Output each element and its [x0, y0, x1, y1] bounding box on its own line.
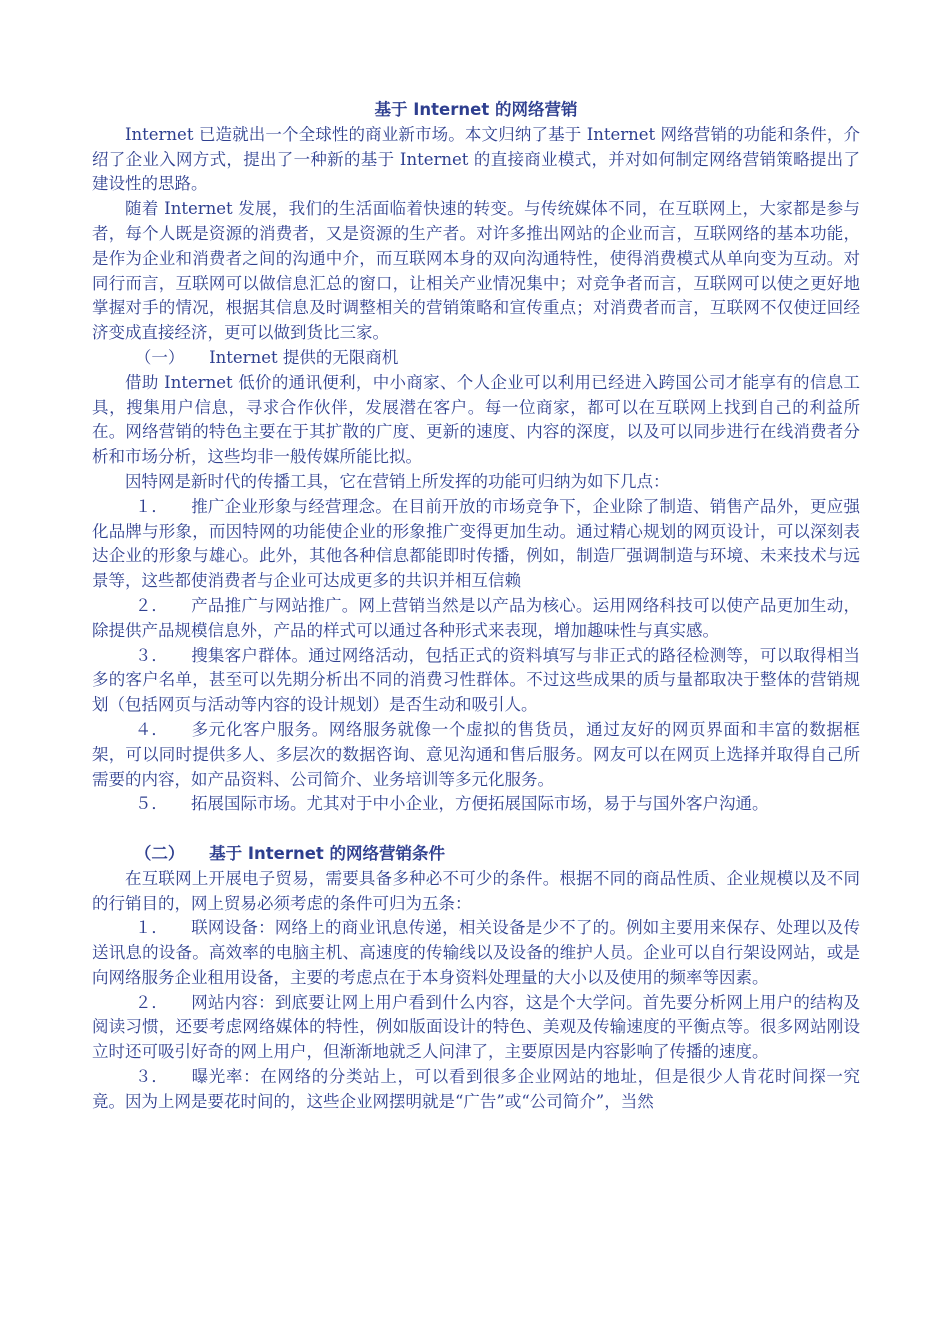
section-1-paragraph-2: 因特网是新时代的传播工具，它在营销上所发挥的功能可归纳为如下几点：	[125, 471, 670, 491]
list-item-text: 推广企业形象与经营理念。在目前开放的市场竞争下，企业除了制造、销售产品外，更应强化品牌与形象，而因特网的功能使企业的形象推广变得更加生动。通过精心规划的网页设计，可以深刻表达企业的形象与雄心。此外，其他各种信息都能即时传播，例如，制造厂强调制造与环境、未来技术与远景等，这些都使消费者与企业可达成更多的共识并相互信赖	[92, 496, 860, 591]
list-item	[92, 792, 860, 817]
list-item	[92, 916, 860, 990]
document-title: 基于 Internet 的网络营销	[374, 100, 578, 119]
list-item	[92, 594, 860, 644]
intro-paragraph: 随着 Internet 发展，我们的生活面临着快速的转变。与传统媒体不同，在互联网上，大家都是参与者，每个人既是资源的消费者，又是资源的生产者。对许多推出网站的企业而言，互联网络的基本功能，是作为企业和消费者之间的沟通中介，而互联网本身的双向沟通特性，使得消费模式从单向变为互动。对同行而言，互联网可以做信息汇总的窗口，让相关产业情况集中；对竞争者而言，互联网可以使之更好地掌握对手的情况，根据其信息及时调整相关的营销策略和宣传重点；对消费者而言，互联网不仅使迂回经济变成直接经济，更可以做到货比三家。	[92, 199, 860, 343]
list-item-number: ５．	[134, 794, 168, 814]
section-2-heading	[92, 842, 860, 867]
blank-line	[92, 817, 860, 842]
section-1-title: Internet 提供的无限商机	[209, 347, 399, 367]
list-item-text: 多元化客户服务。网络服务就像一个虚拟的售货员，通过友好的网页界面和丰富的数据框架，可以同时提供多人、多层次的数据咨询、意见沟通和售后服务。网友可以在网页上选择并取得自己所需要的内容，如产品资料、公司简介、业务培训等多元化服务。	[92, 719, 860, 789]
list-item	[92, 991, 860, 1065]
list-item-number: １．	[134, 918, 168, 938]
list-item-text: 产品推广与网站推广。网上营销当然是以产品为核心。运用网络科技可以使产品更加生动，除提供产品规模信息外，产品的样式可以通过各种形式来表现，增加趣味性与真实感。	[92, 595, 860, 640]
list-item	[92, 495, 860, 594]
list-item-number: ４．	[134, 719, 168, 739]
section-1-heading	[92, 346, 860, 371]
section-2-paragraph-1: 在互联网上开展电子贸易，需要具备多种必不可少的条件。根据不同的商品性质、企业规模以及不同的行销目的，网上贸易必须考虑的条件可归为五条：	[92, 868, 860, 913]
list-item-text: 网站内容：到底要让网上用户看到什么内容，这是个大学问。首先要分析网上用户的结构及阅读习惯，还要考虑网络媒体的特性，例如版面设计的特色、美观及传输速度的平衡点等。很多网站刚设立时还可吸引好奇的网上用户，但渐渐地就乏人问津了，主要原因是内容影响了传播的速度。	[92, 992, 860, 1062]
list-item-text: 搜集客户群体。通过网络活动，包括正式的资料填写与非正式的路径检测等，可以取得相当多的客户名单，甚至可以先期分析出不同的消费习性群体。不过这些成果的质与量都取决于整体的营销规划（包括网页与活动等内容的设计规划）是否生动和吸引人。	[92, 645, 860, 715]
list-item-text: 曝光率：在网络的分类站上，可以看到很多企业网站的地址，但是很少人肯花时间探一究竟。因为上网是要花时间的，这些企业网摆明就是“广告”或“公司简介”，当然	[92, 1067, 860, 1111]
list-item	[92, 718, 860, 792]
list-item-number: ３．	[134, 1067, 168, 1087]
document-page	[92, 98, 860, 1115]
list-item-number: １．	[134, 496, 168, 516]
list-item-number: ３．	[134, 645, 168, 665]
list-item-number: ２．	[134, 992, 168, 1012]
list-item-text: 拓展国际市场。尤其对于中小企业，方便拓展国际市场，易于与国外客户沟通。	[190, 794, 769, 814]
list-item	[92, 644, 860, 718]
list-item-number: ２．	[134, 595, 168, 615]
abstract-paragraph: Internet 已造就出一个全球性的商业新市场。本文归纳了基于 Internet 网络营销的功能和条件，介绍了企业入网方式，提出了一种新的基于 Internet 的直接商业模式，并对如何制定网络营销策略提出了建设性的思路。	[92, 124, 860, 194]
section-1-paragraph-1: 借助 Internet 低价的通讯便利，中小商家、个人企业可以利用已经进入跨国公司才能享有的信息工具，搜集用户信息，寻求合作伙伴，发展潜在客户。每一位商家，都可以在互联网上找到自己的利益所在。网络营销的特色主要在于其扩散的广度、更新的速度、内容的深度，以及可以同步进行在线消费者分析和市场分析，这些均非一般传媒所能比拟。	[92, 372, 860, 467]
section-1-number: （一）	[134, 347, 185, 367]
list-item-text: 联网设备：网络上的商业讯息传递，相关设备是少不了的。例如主要用来保存、处理以及传送讯息的设备。高效率的电脑主机、高速度的传输线以及设备的维护人员。企业可以自行架设网站，或是向网络服务企业租用设备，主要的考虑点在于本身资料处理量的大小以及使用的频率等因素。	[92, 918, 860, 987]
list-item	[92, 1065, 860, 1115]
section-2-number: （二）	[134, 843, 185, 863]
section-2-title: 基于 Internet 的网络营销条件	[209, 843, 446, 863]
